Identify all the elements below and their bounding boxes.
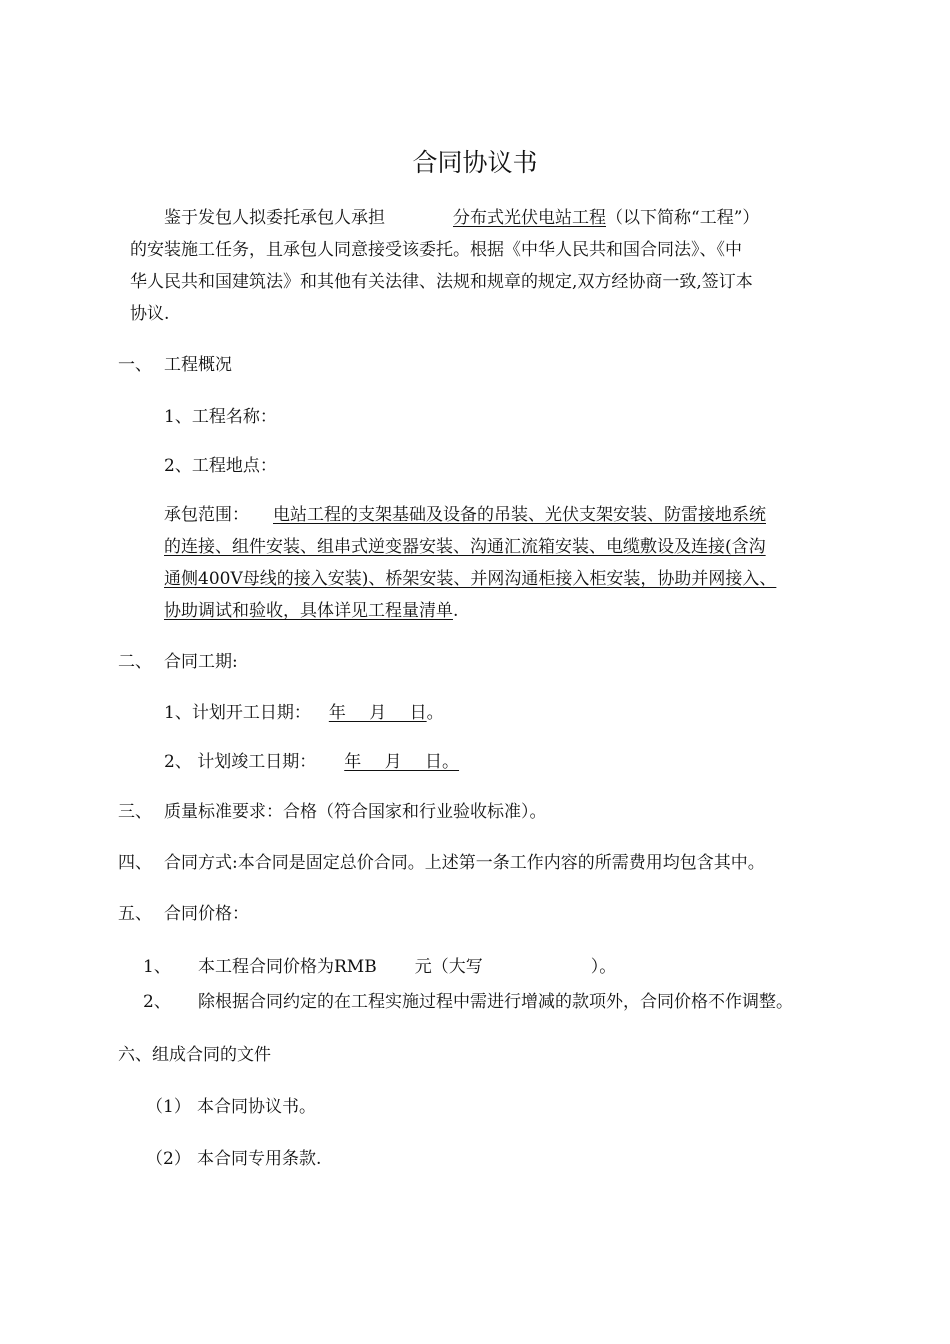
section-number: 二、: [118, 652, 152, 672]
document-title: 合同协议书: [412, 148, 538, 177]
price-uppercase-field: [483, 957, 591, 977]
price-item-number: 1、: [143, 957, 171, 977]
intro-text: 鉴于发包人拟委托承包人承担: [164, 208, 385, 228]
price-item-2: 除根据合同约定的在工程实施过程中需进行增减的款项外，合同价格不作调整。: [198, 992, 793, 1012]
price-label: 本工程合同价格为RMB: [198, 957, 377, 977]
section-heading: 合同工期:: [164, 652, 238, 672]
project-name-value: 分布式光伏电站工程: [453, 208, 606, 228]
section-number: 五、: [118, 904, 152, 924]
scope-line-1: [164, 502, 766, 528]
document-item-2: 本合同专用条款.: [197, 1149, 322, 1169]
end-date-row: [164, 749, 459, 775]
intro-text: （以下简称“工程”）: [606, 208, 760, 228]
section-heading: 工程概况: [164, 355, 232, 375]
start-date-label: 1、计划开工日期：: [164, 703, 311, 723]
price-amount-field: [377, 957, 415, 977]
document-item-number: （1）: [146, 1097, 191, 1117]
scope-end: .: [453, 601, 459, 621]
end-date-value: 年 月 日。: [344, 752, 460, 772]
start-date-value: 年 月 日: [328, 703, 427, 723]
quality-standard-text: 质量标准要求：合格（符合国家和行业验收标准）。: [164, 802, 547, 822]
end-date-label: 2、 计划竣工日期：: [164, 752, 317, 772]
price-item-number: 2、: [143, 992, 171, 1012]
start-date-field: [311, 703, 427, 723]
project-name-field: [385, 208, 606, 228]
scope-line-4: [164, 598, 458, 624]
document-item-number: （2）: [146, 1149, 191, 1169]
price-end: ）。: [590, 957, 617, 977]
end-date-field: [316, 752, 459, 772]
scope-text: 协助调试和验收，具体详见工程量清单: [164, 601, 453, 621]
price-item-1: [198, 954, 616, 980]
scope-line-2: 的连接、组件安装、组串式逆变器安装、沟通汇流箱安装、电缆敷设及连接(含沟: [164, 537, 766, 557]
scope-line-3: 通侧400V母线的接入安装)、桥架安装、并网沟通柜接入柜安装，协助并网接入、: [164, 569, 777, 589]
project-name-label: 1、工程名称：: [164, 407, 277, 427]
project-location-label: 2、工程地点：: [164, 456, 277, 476]
section-number: 三、: [118, 802, 152, 822]
price-uppercase-label: 元（大写: [414, 957, 483, 977]
start-date-end: 。: [426, 703, 444, 723]
section-number: 四、: [118, 853, 152, 873]
contract-method-text: 合同方式:本合同是固定总价合同。上述第一条工作内容的所需费用均包含其中。: [164, 853, 765, 873]
intro-line-3: 华人民共和国建筑法》和其他有关法律、法规和规章的规定,双方经协商一致,签订本: [130, 272, 753, 292]
start-date-row: [164, 700, 444, 726]
intro-line-1: [164, 205, 759, 231]
intro-line-4: 协议.: [130, 304, 170, 324]
section-number: 一、: [118, 355, 152, 375]
scope-label: 承包范围：: [164, 505, 249, 525]
document-item-1: 本合同协议书。: [197, 1097, 316, 1117]
intro-line-2: 的安装施工任务，且承包人同意接受该委托。根据《中华人民共和国合同法》、《中: [130, 240, 742, 260]
section-heading: 六、组成合同的文件: [118, 1045, 271, 1065]
section-heading: 合同价格：: [164, 904, 249, 924]
scope-text-value: 电站工程的支架基础及设备的吊装、光伏支架安装、防雷接地系统: [273, 505, 766, 525]
scope-text: [249, 505, 766, 525]
